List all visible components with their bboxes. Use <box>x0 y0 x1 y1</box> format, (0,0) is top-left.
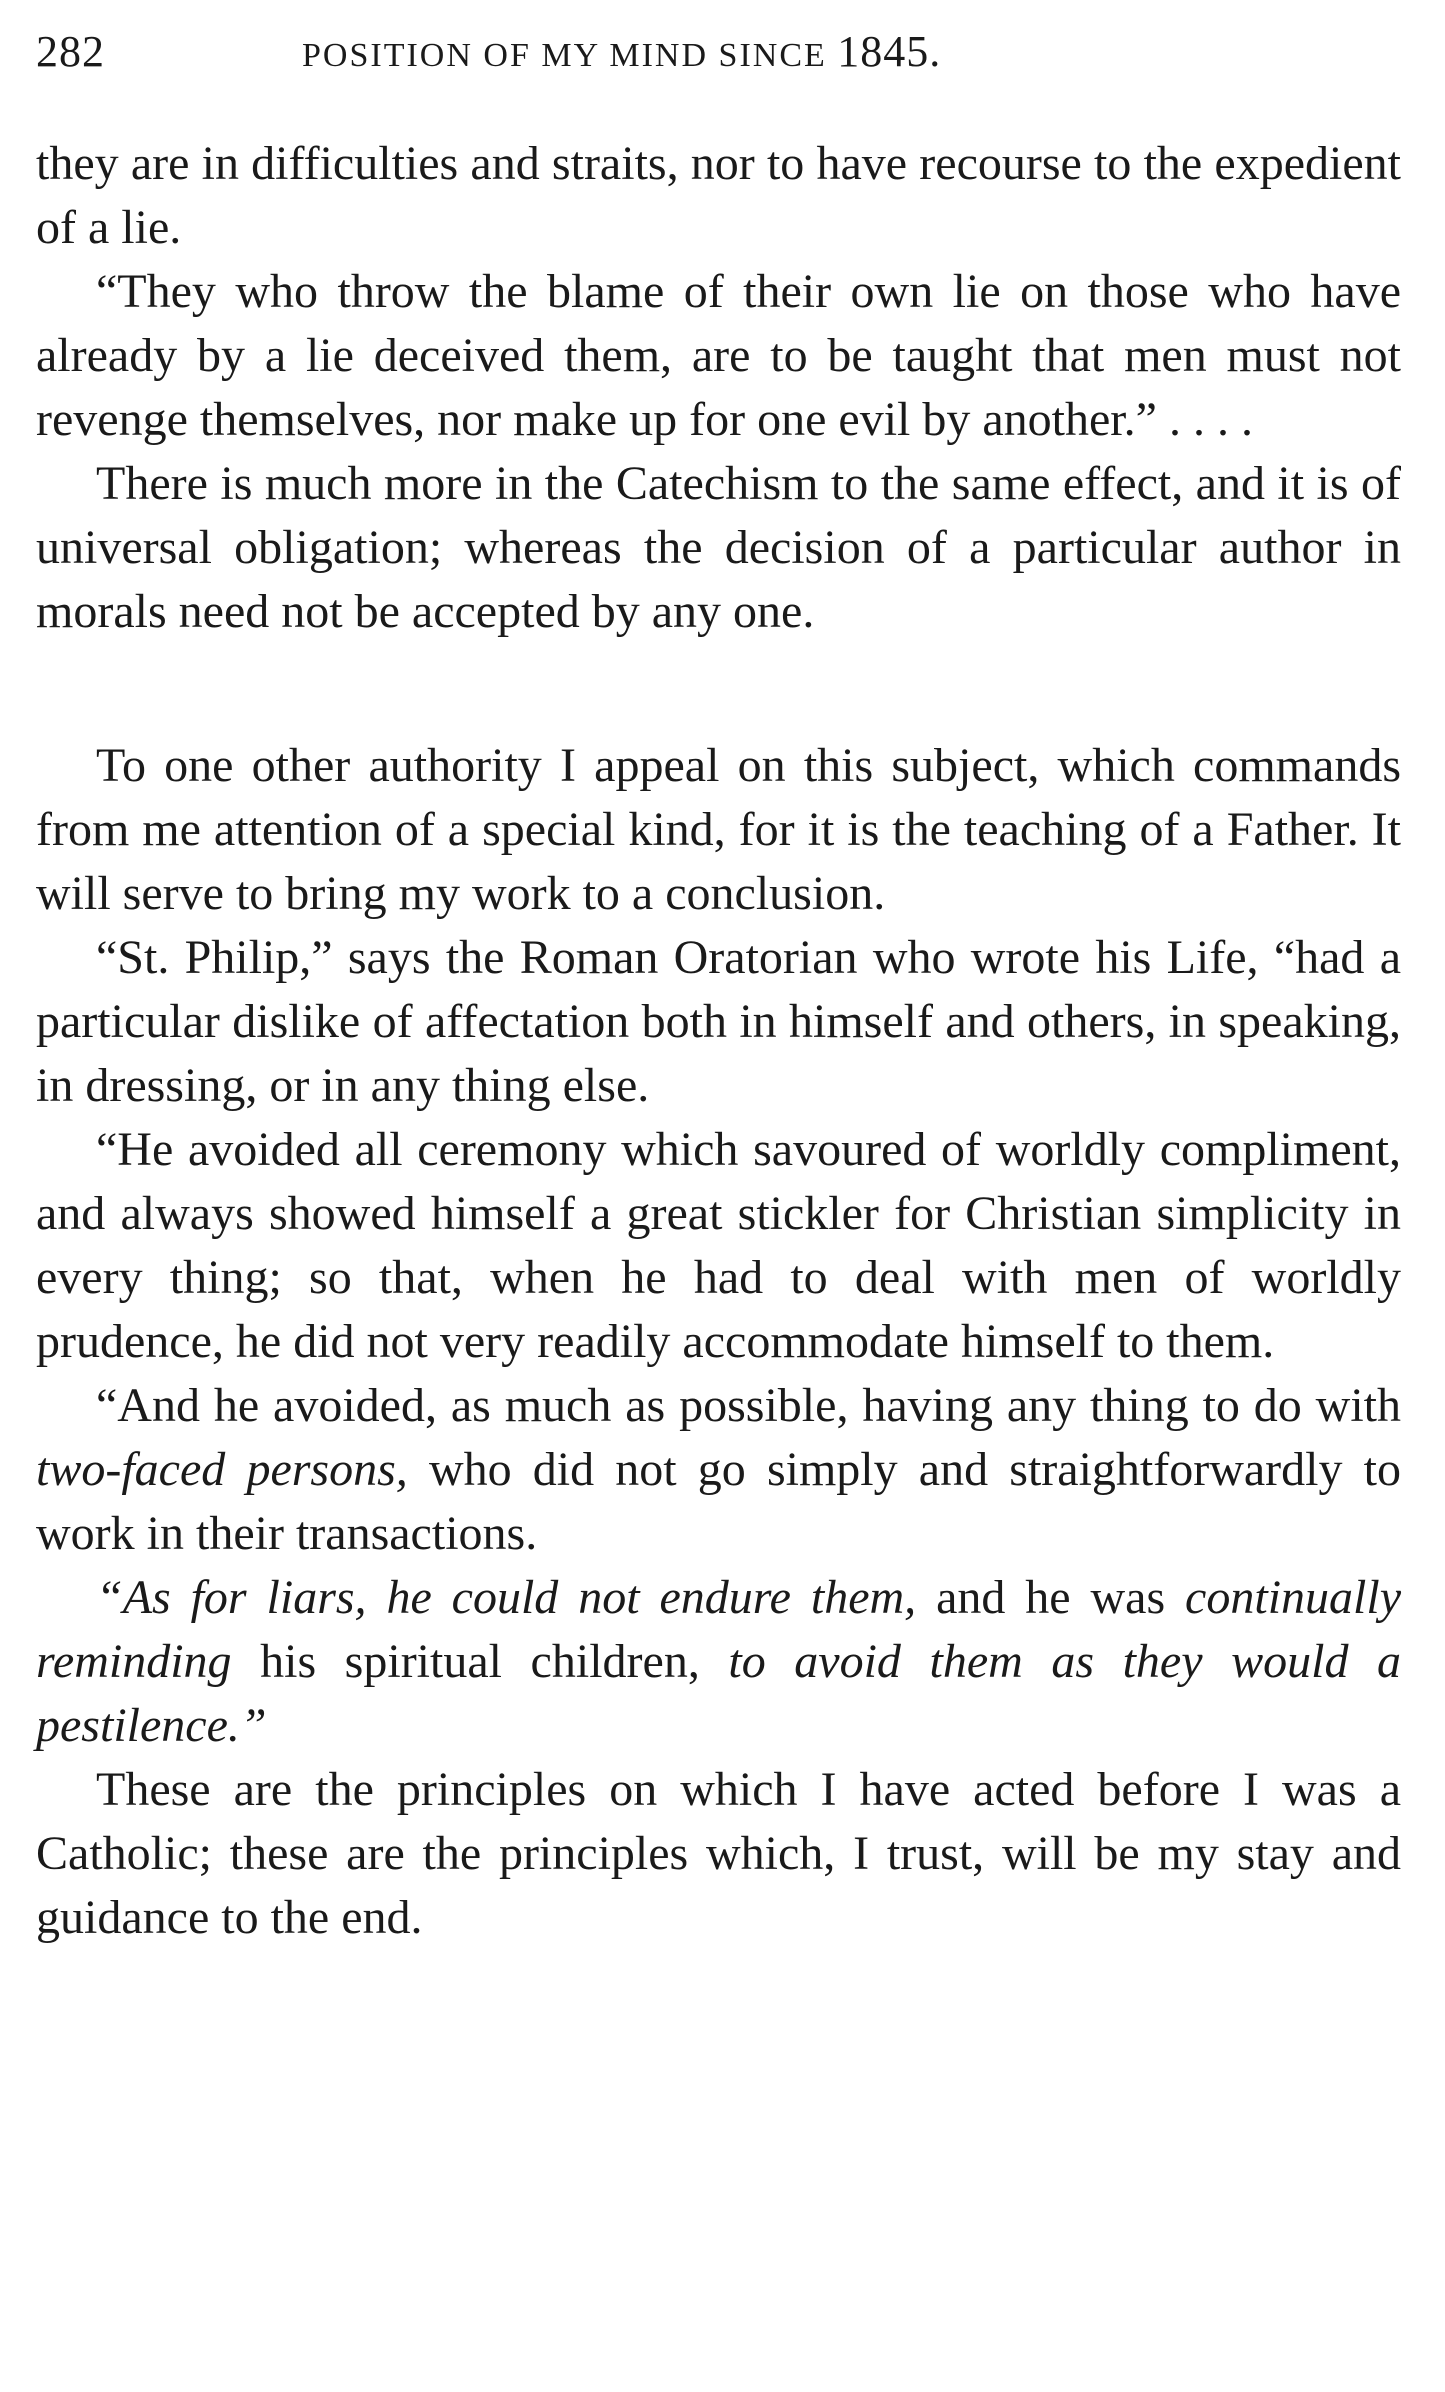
paragraph-continuation: they are in difficulties and straits, nor to have recourse to the expedient of a lie. <box>36 137 1401 254</box>
running-title <box>302 22 941 86</box>
paragraph-st-philip: “St. Philip,” says the Roman Oratorian who wrote his Life, “had a particular dislike of affectation both in himself and others, in speaking, in dressing, or in any thing else. <box>36 931 1401 1112</box>
liars-text-1: and he was <box>916 1571 1186 1624</box>
two-faced-text-1: “And he avoided, as much as possible, having any thing to do with <box>96 1379 1401 1432</box>
paragraph-catechism-summary: There is much more in the Catechism to the same effect, and it is of universal obligation; whereas the decision of a particular author in morals need not be accepted by any one. <box>36 457 1401 638</box>
paragraph-catechism-quote: “They who throw the blame of their own lie on those who have already by a lie deceived them, are to be taught that men must not revenge themselves, nor make up for one evil by another.” . . . . <box>36 265 1401 446</box>
liars-italic-1: “As for liars, he could not endure them, <box>96 1571 917 1624</box>
paragraph-ceremony: “He avoided all ceremony which savoured of worldly compliment, and always showed himself a great stickler for Christian simplicity in every thing; so that, when he had to deal with men of worldly prudence, he did not very readily accommodate himself to them. <box>36 1123 1401 1368</box>
body-text <box>36 132 1401 1950</box>
paragraph-liars <box>36 1566 1401 1758</box>
running-title-text: POSITION OF MY MIND SINCE <box>302 37 827 74</box>
page-number: 282 <box>36 27 105 76</box>
liars-text-2: his spiritual children, <box>231 1635 729 1688</box>
paragraph-conclusion: These are the principles on which I have acted before I was a Catholic; these are the principles which, I trust, will be my stay and guidance to the end. <box>36 1763 1401 1944</box>
two-faced-italic: two-faced persons, <box>36 1443 408 1496</box>
paragraph-two-faced <box>36 1374 1401 1566</box>
running-title-year: 1845. <box>837 27 942 76</box>
page-header <box>36 22 1401 92</box>
section-gap <box>36 644 1401 734</box>
liars-italic-3: to avoid them as they would a pestilence.” <box>36 1635 1402 1752</box>
two-faced-text-2: who did not go simply and straightforwardly to work in their transactions. <box>36 1443 1402 1560</box>
paragraph-authority: To one other authority I appeal on this subject, which commands from me attention of a special kind, for it is the teaching of a Father. It will serve to bring my work to a conclusion. <box>36 739 1401 920</box>
liars-italic-2: continually reminding <box>36 1571 1401 1688</box>
